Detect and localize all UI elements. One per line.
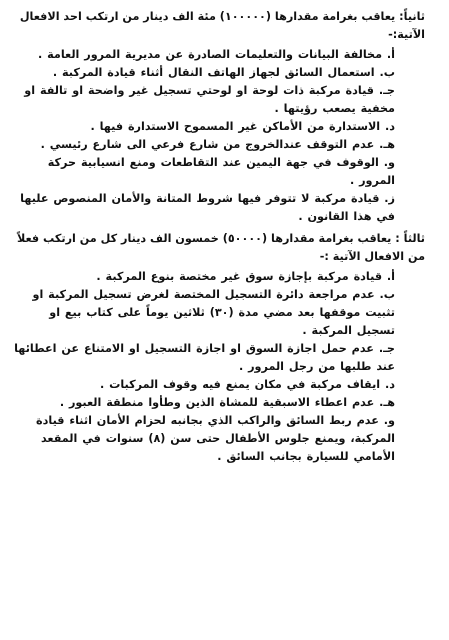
list-item: و. عدم ربط السائق والراكب الذي بجانبه لحزام الأمان اثناء قيادة المركبة، ويمنع جلوس الأطفال حتى سن (٨) سنوات في المقعد الأمامي للسيارة بجانب السائق .: [36, 414, 395, 463]
penalty-list: [10, 46, 439, 226]
section-third-penalty: [10, 230, 439, 466]
list-item: جـ. قيادة مركبة ذات لوحة او لوحتي تسجيل غير واضحة او تالفة او مخفية يصعب رؤيتها .: [24, 84, 395, 115]
penalty-list: [10, 268, 439, 466]
section-heading: ثانياً: يعاقب بغرامة مقدارها (١٠٠٠٠٠) مئة الف دينار من ارتكب احد الافعال الآتية:-: [19, 10, 425, 41]
list-item: هـ. عدم التوقف عندالخروج من شارع فرعي الى شارع رئيسي .: [40, 138, 395, 151]
list-item: ب. عدم مراجعة دائرة التسجيل المختصة لغرض تسجيل المركبة او تثبيت موقفها بعد مضي مدة (٣٠) ثلاثين يوماً على كتاب بيع او تسجيل المركبة .: [32, 288, 395, 337]
list-item: د. الاستدارة من الأماكن غير المسموح الاستدارة فيها .: [90, 120, 395, 133]
section-second-penalty: [10, 8, 439, 226]
section-heading: ثالثاً : يعاقب بغرامة مقدارها (٥٠٠٠٠) خمسون الف دينار كل من ارتكب فعلاً من الافعال الآتية :-: [16, 232, 425, 263]
list-item: ب. استعمال السائق لجهاز الهاتف النقال أثناء قيادة المركبة .: [52, 66, 395, 79]
list-item: هـ. عدم اعطاء الاسبقية للمشاة الذين وطأوا منطقة العبور .: [59, 396, 395, 409]
list-item: ز. قيادة مركبة لا تتوفر فيها شروط المتانة والأمان المنصوص عليها في هذا القانون .: [20, 192, 395, 223]
list-item: و. الوقوف في جهة اليمين عند التقاطعات ومنع انسيابية حركة المرور .: [47, 156, 395, 187]
list-item: أ. مخالفة البيانات والتعليمات الصادرة عن مديرية المرور العامة .: [37, 48, 395, 61]
list-item: د. ايقاف مركبة في مكان يمنع فيه وقوف المركبات .: [99, 378, 395, 391]
list-item: جـ. عدم حمل اجازة السوق او اجازة التسجيل او الامتناع عن اعطائها عند طلبها من رجل المرور .: [14, 342, 395, 373]
list-item: أ. قيادة مركبة بإجازة سوق غير مختصة بنوع المركبة .: [96, 270, 395, 283]
